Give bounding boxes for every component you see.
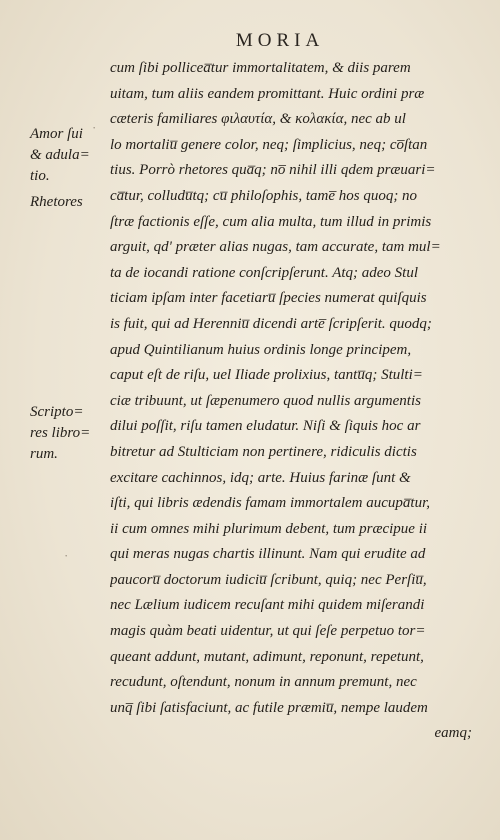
text-line: nec Lælium iudicem recuſant mihi quidem miſerandi xyxy=(110,597,425,614)
text-line: is fuit, qui ad Herenniu̅ dicendi arte̅ ſcripſerit. quodq; xyxy=(110,315,432,332)
text-line: arguit, qd' præter alias nugas, tam accurate, tam mul= xyxy=(110,239,441,256)
text-line: qui meras nugas chartis illinunt. Nam qui erudite ad xyxy=(110,546,426,563)
marginal-mark: · xyxy=(64,548,69,563)
margin-note-line: Amor ſui xyxy=(30,126,83,142)
text-line: paucoru̅ doctorum iudiciu̅ ſcribunt, quiq; nec Perſiu̅, xyxy=(110,571,427,588)
text-line: caput eſt de riſu, uel Iliade prolixius, tantu̅q; Stulti= xyxy=(110,367,423,384)
text-line: iſti, qui libris ædendis famam immortalem aucupa̅tur, xyxy=(110,495,431,512)
margin-note-line: rum. xyxy=(30,446,58,462)
text-line: ii cum omnes mihi plurimum debent, tum præcipue ii xyxy=(110,520,428,537)
margin-note-scriptores xyxy=(30,402,110,465)
text-line: bitretur ad Stulticiam non pertinere, ridiculis dictis xyxy=(110,443,417,460)
text-line: tius. Porrò rhetores qua̅q; no̅ nihil illi qdem præuari= xyxy=(110,162,436,179)
margin-note-line: Rhetores xyxy=(30,194,83,210)
margin-note-rhetores xyxy=(30,192,110,213)
text-line: cæteris familiares φιλαυτία, & κολακία, nec ab ul xyxy=(110,111,406,128)
running-head: MORIA xyxy=(235,30,325,51)
text-line: unq̅ ſibi ſatisfaciunt, ac futile præmiu̅, nempe laudem xyxy=(110,699,428,716)
text-line: ticiam ipſam inter facetiaru̅ ſpecies numerat quiſquis xyxy=(110,290,427,307)
text-line: ſtræ factionis eſſe, cum alia multa, tum illud in primis xyxy=(110,213,432,230)
text-line: uitam, tum aliis eandem promittant. Huic ordini præ xyxy=(110,85,425,102)
marginal-mark: · xyxy=(92,120,97,135)
text-line: dilui poſſit, riſu tamen eludatur. Niſi & ſiquis hoc ar xyxy=(110,418,421,435)
text-line: ta de iocandi ratione conſcripſerunt. Atq; adeo Stul xyxy=(110,264,419,281)
margin-note-line: & adula= xyxy=(30,147,90,163)
text-line: ca̅tur, colludu̅tq; cu̅ philoſophis, tame̅ hos quoq; no xyxy=(110,187,418,204)
margin-note-amor xyxy=(30,124,110,187)
margin-note-line: tio. xyxy=(30,168,50,184)
text-line: apud Quintilianum huius ordinis longe principem, xyxy=(110,341,412,358)
text-line: excitare cachinnos, idq; arte. Huius farinæ ſunt & xyxy=(110,469,411,486)
text-line: cum ſibi pollicea̅tur immortalitatem, & diis parem xyxy=(110,60,411,76)
margin-note-line: Scripto= xyxy=(30,404,84,420)
text-line: magis quàm beati uidentur, ut qui ſeſe perpetuo tor= xyxy=(110,623,426,640)
text-line: lo mortaliu̅ genere color, neq; ſimplicius, neq; co̅ſtan xyxy=(110,136,428,153)
body-text xyxy=(110,56,482,747)
text-line: ciæ tribuunt, ut ſæpenumero quod nullis argumentis xyxy=(110,392,421,409)
margin-note-line: res libro= xyxy=(30,425,91,441)
text-line: recudunt, oſtendunt, nonum in annum premunt, nec xyxy=(110,674,417,691)
catchword: eamq; xyxy=(434,725,472,742)
text-line: queant addunt, mutant, adimunt, reponunt, repetunt, xyxy=(110,648,424,665)
